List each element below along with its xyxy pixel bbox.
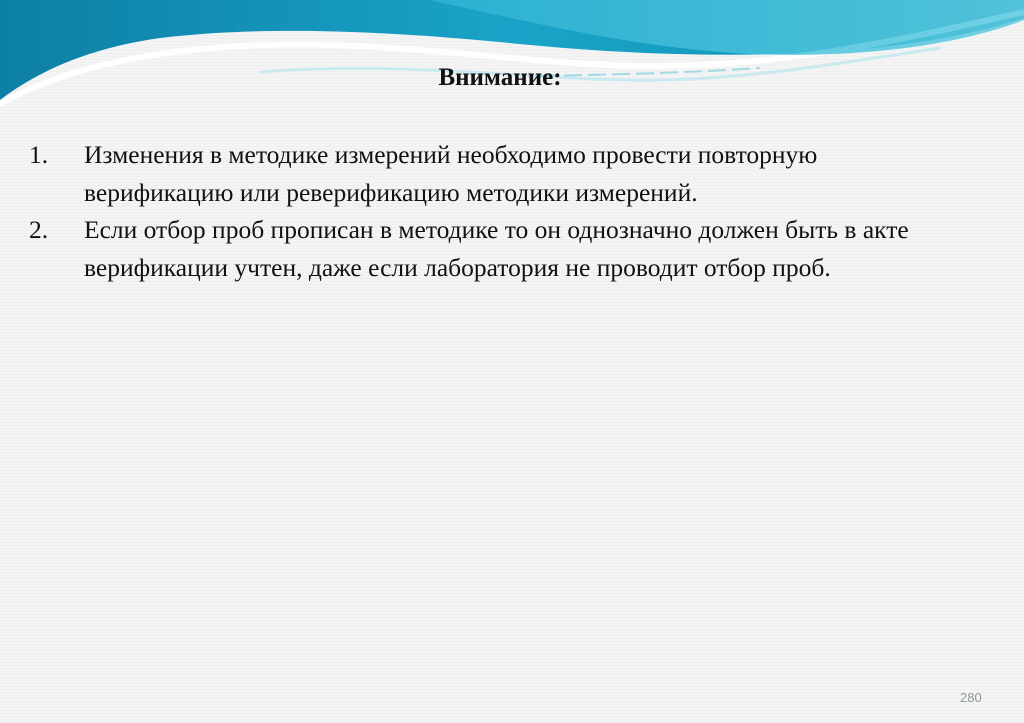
list-item bbox=[29, 136, 909, 211]
list-item-number: 1. bbox=[29, 140, 49, 169]
list-item-text: Изменения в методике измерений необходимо провести повторную верификацию или реверификацию методики измерений. bbox=[84, 140, 818, 207]
header-wave-decoration bbox=[0, 0, 1024, 115]
slide-title: Внимание: bbox=[438, 64, 562, 91]
list-item bbox=[29, 211, 909, 286]
page-number: 280 bbox=[960, 690, 982, 705]
numbered-list bbox=[29, 136, 909, 286]
list-item-text: Если отбор проб прописан в методике то он однозначно должен быть в акте верификации учтен, даже если лаборатория не проводит отбор проб. bbox=[84, 215, 909, 282]
list-item-number: 2. bbox=[29, 215, 49, 244]
